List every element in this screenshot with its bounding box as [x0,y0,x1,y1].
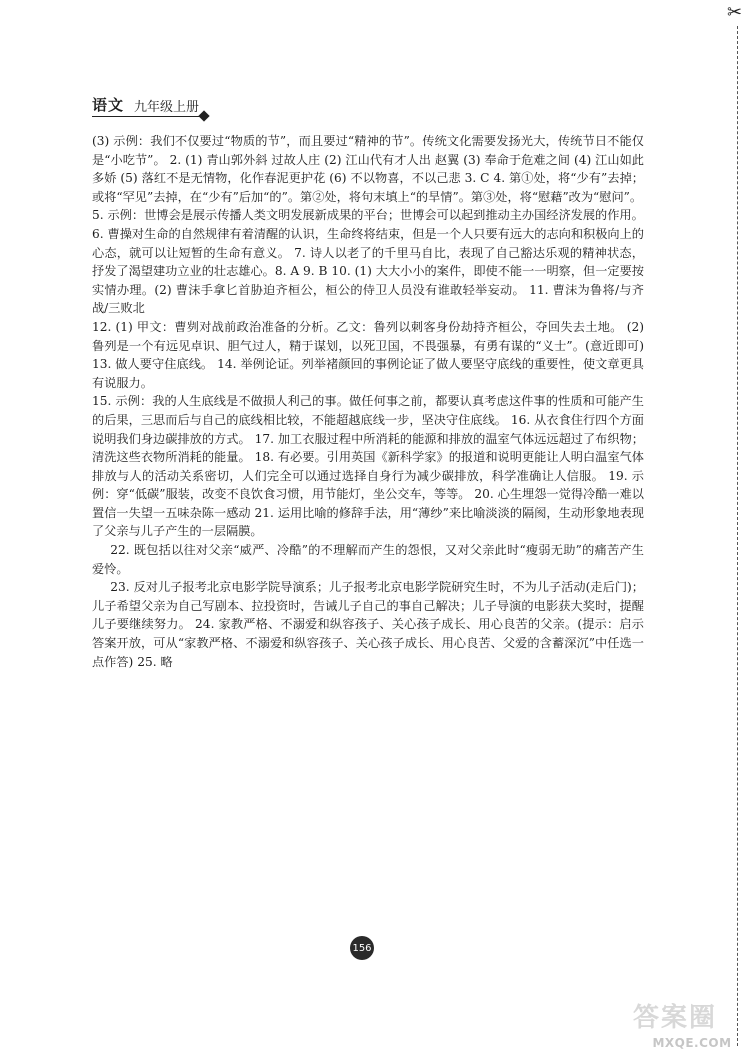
watermark-url: MXQE.COM [652,1036,732,1050]
scissors-icon: ✂ [727,2,743,23]
answer-paragraph: 23. 反对儿子报考北京电影学院导演系；儿子报考北京电影学院研究生时，不为儿子活动(走后门)；儿子希望父亲为自己写剧本、拉投资时，告诫儿子自己的事自己解决；儿子导演的电影获大奖时，提醒儿子要继续努力。 24. 家教严格、不溺爱和纵容孩子、关心孩子成长、用心良苦的父亲。(提示：启示答案开放，可从“家教严格、不溺爱和纵容孩子、关心孩子成长、用心良苦、父爱的含蓄深沉”中任选一点作答) 25. 略 [92,580,644,669]
page-header [92,93,199,115]
page-number: 156 [350,936,374,960]
answer-paragraph: 12. (1) 甲文：曹刿对战前政治准备的分析。乙文：鲁列以刺客身份劫持齐桓公，夺回失去土地。 (2) 鲁列是一个有远见卓识、胆气过人，精于谋划，以死卫国，不畏强暴，有勇有谋的“义士”。(意近即可) 13. 做人要守住底线。 14. 举例论证。列举褚颜回的事例论证了做人要坚守底线的重要性，使文章更具有说服力。 [92,319,644,390]
answer-paragraph: 22. 既包括以往对父亲“威严、冷酷”的不理解而产生的怨恨，又对父亲此时“瘦弱无助”的痛苦产生爱怜。 [92,543,644,576]
cut-line [737,26,738,1046]
answer-paragraph: 5. 示例：世博会是展示传播人类文明发展新成果的平台；世博会可以起到推动主办国经济发展的作用。 [92,208,644,223]
answer-paragraph: (3) 示例：我们不仅要过“物质的节”，而且要过“精神的节”。传统文化需要发扬光大，传统节日不能仅是“小吃节”。 2. (1) 青山郭外斜 过故人庄 (2) 江山代有才人出 赵翼 (3) 奉命于危难之间 (4) 江山如此多娇 (5) 落红不是无情物，化作春泥更护花 (6) 不以物喜，不以己悲 3. C 4. 第①处，将“少有”去掉；或将“罕见”去掉，在“少有”后加“的”。第②处，将句末填上“的旱情”。第③处，将“慰藉”改为“慰问”。 [92,134,644,204]
answer-paragraph: 6. 曹操对生命的自然规律有着清醒的认识，生命终将结束，但是一个人只要有远大的志向和积极向上的心态，就可以让短暂的生命有意义。 7. 诗人以老了的千里马自比，表现了自己豁达乐观的精神状态，抒发了渴望建功立业的壮志雄心。8. A 9. B 10. (1) 大大小小的案件，即使不能一一明察，但一定要按实情办理。(2) 曹沫手拿匕首胁迫齐桓公，桓公的侍卫人员没有谁敢轻举妄动。 11. 曹沫为鲁将/与齐战/三败北 [92,226,644,316]
grade-label: 九年级上册 [134,100,200,115]
answer-content [92,132,644,671]
subject-title: 语文 [92,96,125,114]
watermark-logo: 答案圈 [632,1002,717,1033]
answer-paragraph: 15. 示例：我的人生底线是不做损人利己的事。做任何事之前，都要认真考虑这件事的性质和可能产生的后果，三思而后与自己的底线相比较，不能超越底线一步，坚决守住底线。 16. 从衣食住行四个方面说明我们身边碳排放的方式。 17. 加工衣服过程中所消耗的能源和排放的温室气体远远超过了布织物；清洗这些衣物所消耗的能量。 18. 有必要。引用英国《新科学家》的报道和说明更能让人明白温室气体排放与人的活动关系密切，人们完全可以通过选择自身行为减少碳排放，科学准确让人信服。 19. 示例：穿“低碳”服装，改变不良饮食习惯，用节能灯，坐公交车，等等。 20. 心生埋怨一觉得冷酷一难以置信一失望一五味杂陈一感动 21. 运用比喻的修辞手法，用“薄纱”来比喻淡淡的隔阂，生动形象地表现了父亲与儿子产生的一层隔膜。 [92,394,644,539]
diamond-icon [198,110,209,121]
header-rule [92,116,204,117]
